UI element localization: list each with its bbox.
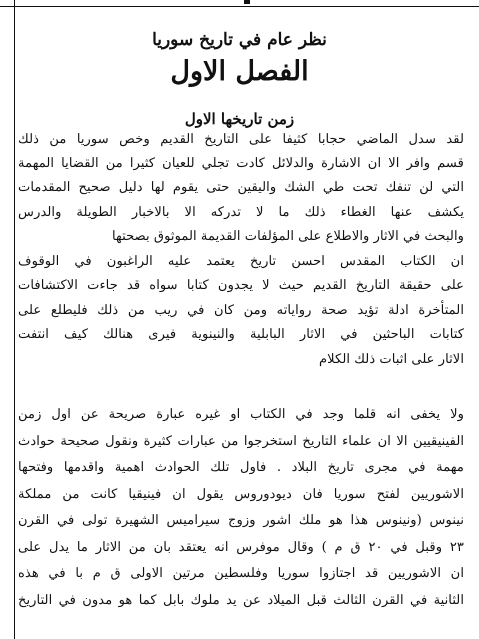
- text-line: على حقيقة التاريخ القديم حيث لا يجدون كتابا سواه قد جاءت الاكتشافات: [18, 278, 464, 293]
- text-line: الفينيقيين الا ان علماء التاريخ استخرجوا من عبارات كثيرة ونقول صحيحة حوادث: [18, 434, 464, 449]
- chapter-title: الفصل الاول: [170, 56, 309, 87]
- book-title: نظر عام في تاريخ سوريا: [152, 30, 327, 50]
- text-line: لقد سدل الماضي حجابا كثيفا على التاريخ القديم وخص سوريا من ذلك: [18, 132, 464, 147]
- text-line: يكشف عنها الغطاء ذلك ما لا تدركه الا بالاخبار الطويلة والدرس: [18, 205, 464, 220]
- top-mark: [244, 0, 250, 4]
- text-line: قسم وافر الا ان الاشارة والدلائل كادت تجلي للعيان كثيرا من القضايا المهمة: [18, 156, 464, 171]
- text-line: مهمة في مجرى تاريخ البلاد . فاول تلك الحوادث اهمية واقدمها وفتحها: [18, 460, 464, 475]
- text-line: الثانية في القرن الثالث قبل الميلاد عن يد ملوك بابل كما هو مدون في التاريخ: [18, 593, 464, 608]
- text-line: والبحث في الاثار والاطلاع على المؤلفات القديمة الموثوق بصحتها: [112, 229, 464, 244]
- section-title: زمن تاريخها الاول: [184, 110, 295, 128]
- text-line: الاثار على اثبات ذلك الكلام: [319, 352, 464, 367]
- text-line: الاشوريين لفتح سوريا فان ديودوروس يقول ان فينيقيا كانت من مملكة: [18, 487, 464, 502]
- text-line: ٢٣ وقبل في ٢٠ ق م ) وقال موفرس انه يعتقد بان من الاثار ما يدل على: [18, 540, 464, 555]
- text-line: المتأخرة ادلة تؤيد صحة رواياته ومن كان في ريب من ذلك فليطلع على: [18, 303, 464, 318]
- top-border-line: [0, 6, 479, 7]
- text-line: كتابات الباحثين في الاثار البابلية والنينوية فيرى هنالك كيف انتفت: [18, 327, 464, 342]
- text-line: ان الكتاب المقدس احسن تاريخ يعتمد عليه الراغبون في الوقوف: [18, 254, 464, 269]
- text-line: ولا يخفى انه قلما وجد في الكتاب او غيره عبارة صريحة عن اول زمن: [18, 407, 464, 422]
- text-line: التي لن تنفك تحت طي الشك واليقين حتى يقوم لها دليل صحيح المقدمات: [18, 180, 464, 195]
- text-line: نينوس (ونينوس هذا هو ملك اشور وزوج سيراميس الشهيرة تولى في القرن: [18, 513, 464, 528]
- left-border-line: [14, 0, 15, 639]
- text-line: ان الاشوريين قد اجتازوا سوريا وفلسطين مرتين الاولى ق م با في هذه: [18, 566, 464, 581]
